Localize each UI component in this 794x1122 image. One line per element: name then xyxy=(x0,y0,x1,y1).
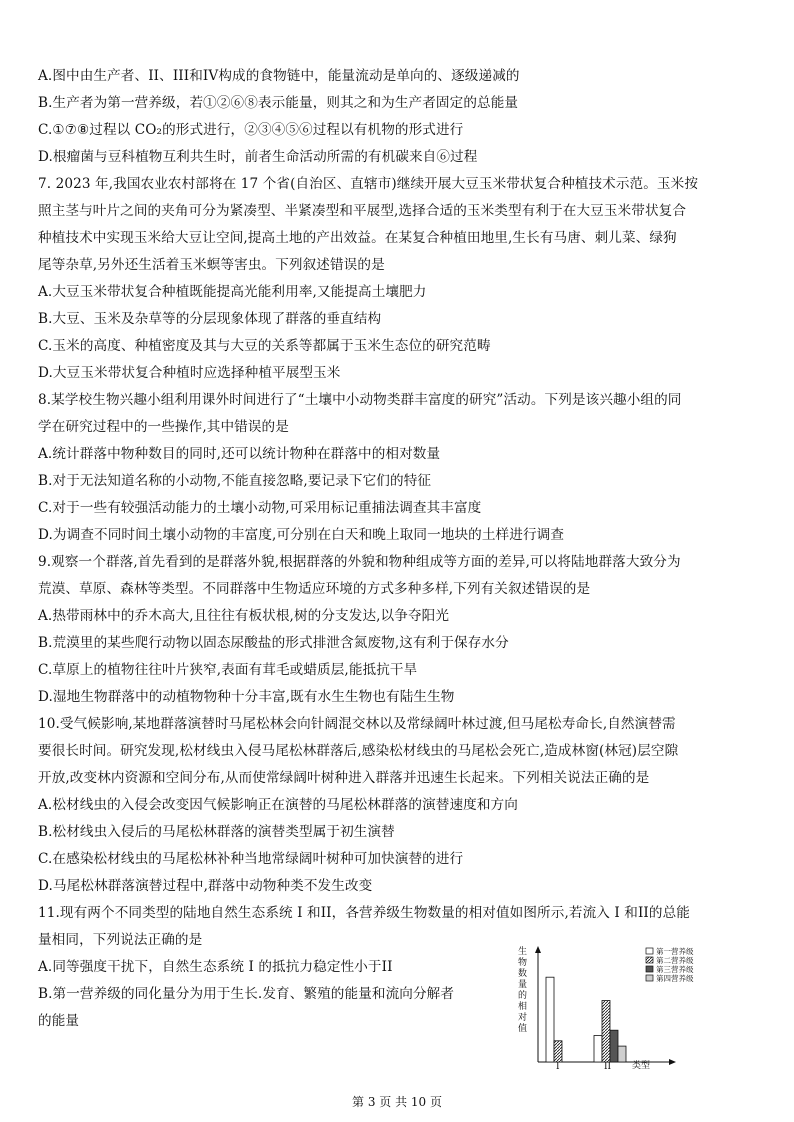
q10-option-b: B.松材线虫入侵后的马尾松林群落的演替类型属于初生演替 xyxy=(38,824,395,840)
q9-option-a: A.热带雨林中的乔木高大,且往往有板状根,树的分支发达,以争夺阳光 xyxy=(38,608,450,624)
q11-option-a: A.同等强度干扰下，自然生态系统 I 的抵抗力稳定性小于II xyxy=(38,959,393,975)
q9-option-d: D.湿地生物群落中的动植物物种十分丰富,既有水生生物也有陆生生物 xyxy=(38,689,455,705)
q9-option-b: B.荒漠里的某些爬行动物以固态尿酸盐的形式排泄含氮废物,这有利于保存水分 xyxy=(38,635,509,651)
q7-option-c: C.玉米的高度、种植密度及其与大豆的关系等都属于玉米生态位的研究范畴 xyxy=(38,338,491,354)
legend-label-4: 第四营养级 xyxy=(656,974,694,983)
q8-stem: 学在研究过程中的一些操作,其中错误的是 xyxy=(38,419,289,435)
chart-ylabel-char: 数 xyxy=(518,969,528,979)
chart-ylabel-char: 对 xyxy=(518,1013,528,1023)
q8-stem: 8.某学校生物兴趣小组利用课外时间进行了“土壤中小动物类群丰富度的研究”活动。下列是该兴趣小组的同 xyxy=(38,392,682,408)
q7-option-b: B.大豆、玉米及杂草等的分层现象体现了群落的垂直结构 xyxy=(38,311,382,327)
legend-swatch-3 xyxy=(646,966,653,972)
page-footer: 第 3 页 共 10 页 xyxy=(352,1095,442,1109)
q6-option-d: D.根瘤菌与豆科植物互利共生时，前者生命活动所需的有机碳来自⑥过程 xyxy=(38,149,478,165)
chart-ylabel-char: 相 xyxy=(518,1002,528,1012)
legend-label-3: 第三营养级 xyxy=(656,965,694,974)
q7-stem: 尾等杂草,另外还生活着玉米螟等害虫。下列叙述错误的是 xyxy=(38,257,385,273)
q11-stem: 量相同，下列说法正确的是 xyxy=(38,932,203,948)
q8-option-c: C.对于一些有较强活动能力的土壤小动物,可采用标记重捕法调查其丰富度 xyxy=(38,500,482,516)
q7-option-d: D.大豆玉米带状复合种植时应选择种植平展型玉米 xyxy=(38,365,341,381)
q10-option-a: A.松材线虫的入侵会改变因气候影响正在演替的马尾松林群落的演替速度和方向 xyxy=(38,797,518,813)
bar-II-series-4 xyxy=(618,1046,626,1062)
q6-option-c: C.①⑦⑧过程以 CO₂的形式进行，②③④⑤⑥过程以有机物的形式进行 xyxy=(38,122,464,138)
q10-stem: 要很长时间。研究发现,松材线虫入侵马尾松林群落后,感染松材线虫的马尾松会死亡,造成林窗(林冠)层空隙 xyxy=(38,743,679,759)
chart-xlabel: 类型 xyxy=(632,1061,651,1070)
q8-option-d: D.为调查不同时间土壤小动物的丰富度,可分别在白天和晚上取同一地块的土样进行调查 xyxy=(38,527,565,543)
q9-option-c: C.草原上的植物往往叶片狭窄,表面有茸毛或蜡质层,能抵抗干旱 xyxy=(38,662,418,678)
y-axis-arrow xyxy=(535,946,541,953)
legend-label-1: 第一营养级 xyxy=(656,947,694,956)
q10-option-c: C.在感染松材线虫的马尾松林补种当地常绿阔叶树种可加快演替的进行 xyxy=(38,851,464,867)
chart-ylabel-char: 的 xyxy=(518,991,528,1001)
bar-I-series-1 xyxy=(546,977,554,1062)
category-label-II: II xyxy=(604,1062,612,1070)
legend-swatch-1 xyxy=(646,948,653,954)
q11-option-b: B.第一营养级的同化量分为用于生长.发育、繁殖的能量和流向分解者 xyxy=(38,986,455,1002)
x-axis-arrow xyxy=(669,1059,676,1065)
q11-stem: 11.现有两个不同类型的陆地自然生态系统 I 和II，各营养级生物数量的相对值如图所示,若流入 I 和II的总能 xyxy=(38,905,690,921)
q8-option-a: A.统计群落中物种数目的同时,还可以统计物种在群落中的相对数量 xyxy=(38,446,441,462)
chart-ylabel-char: 生 xyxy=(518,947,528,957)
chart-ylabel xyxy=(518,945,527,1034)
chart-ylabel-char: 量 xyxy=(518,980,528,990)
q6-option-a: A.图中由生产者、II、III和IV构成的食物链中，能量流动是单向的、逐级递减的 xyxy=(38,68,520,84)
q7-stem: 7. 2023 年,我国农业农村部将在 17 个省(自治区、直辖市)继续开展大豆玉米带状复合种植技术示范。玉米按 xyxy=(38,176,699,192)
chart-ylabel-char: 物 xyxy=(518,958,528,968)
bar-I-series-2 xyxy=(554,1041,562,1062)
category-label-I: I xyxy=(556,1062,560,1070)
bar-II-series-1 xyxy=(594,1036,602,1063)
trophic-level-bar-chart xyxy=(512,944,718,1070)
q10-stem: 10.受气候影响,某地群落演替时马尾松林会向针阔混交林以及常绿阔叶林过渡,但马尾松寿命长,自然演替需 xyxy=(38,716,676,732)
q9-stem: 9.观察一个群落,首先看到的是群落外貌,根据群落的外貌和物种组成等方面的差异,可以将陆地群落大致分为 xyxy=(38,554,681,570)
q11-option-b: 的能量 xyxy=(38,1013,80,1029)
q10-option-d: D.马尾松林群落演替过程中,群落中动物种类不发生改变 xyxy=(38,878,373,894)
bar-II-series-2 xyxy=(602,1001,610,1062)
legend-swatch-2 xyxy=(646,957,653,963)
legend-label-2: 第二营养级 xyxy=(656,956,694,965)
q10-stem: 开放,改变林内资源和空间分布,从而使常绿阔叶树种进入群落并迅速生长起来。下列相关说法正确的是 xyxy=(38,770,650,786)
chart-legend xyxy=(646,946,694,983)
q6-option-b: B.生产者为第一营养级，若①②⑥⑧表示能量，则其之和为生产者固定的总能量 xyxy=(38,95,519,111)
bar-II-series-3 xyxy=(610,1030,618,1062)
legend-swatch-4 xyxy=(646,975,653,981)
q8-option-b: B.对于无法知道名称的小动物,不能直接忽略,要记录下它们的特征 xyxy=(38,473,432,489)
q9-stem: 荒漠、草原、森林等类型。不同群落中生物适应环境的方式多种多样,下列有关叙述错误的是 xyxy=(38,581,591,597)
chart-ylabel-char: 值 xyxy=(518,1024,528,1034)
q7-stem: 照主茎与叶片之间的夹角可分为紧凑型、半紧凑型和平展型,选择合适的玉米类型有利于在大豆玉米带状复合 xyxy=(38,203,687,219)
q7-stem: 种植技术中实现玉米给大豆让空间,提高土地的产出效益。在某复合种植田地里,生长有马唐、刺儿菜、绿狗 xyxy=(38,230,677,246)
q7-option-a: A.大豆玉米带状复合种植既能提高光能利用率,又能提高土壤肥力 xyxy=(38,284,427,300)
